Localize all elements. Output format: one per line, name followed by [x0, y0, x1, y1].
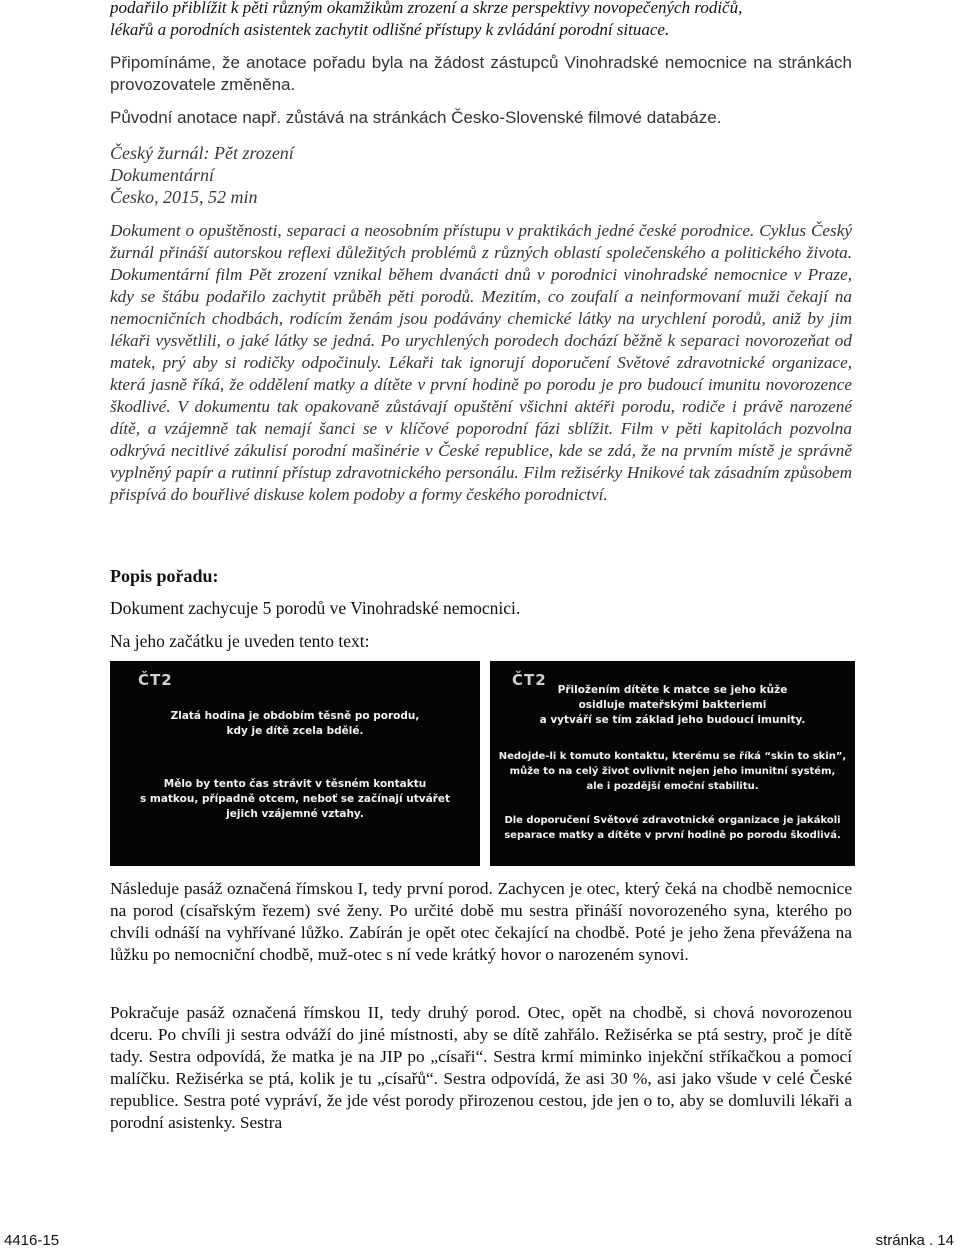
frame-right-text-1 — [490, 683, 855, 728]
popis-line-1: Dokument zachycuje 5 porodů ve Vinohradské nemocnici. — [110, 598, 521, 618]
film-title: Český žurnál: Pět zrození — [110, 143, 294, 163]
frame-right-text-2 — [490, 749, 855, 794]
footer-doc-number: 4416-15 — [4, 1232, 60, 1249]
original-annotation-note: Původní anotace např. zůstává na stránkách Česko-Slovenské filmové databáze. — [110, 108, 722, 127]
frame-right-text-2-line-1: Nedojde-li k tomuto kontaktu, kterému se říká “skin to skin”, — [498, 751, 847, 762]
frame-left-text-2-line-3: jejich vzájemné vztahy. — [226, 808, 364, 820]
frame-left-text-1-line-2: kdy je dítě zcela bdělé. — [226, 725, 364, 737]
video-frame-left — [110, 661, 480, 866]
passage-2: Pokračuje pasáž označená římskou II, tedy druhý porod. Otec, opět na chodbě, si chová novorozenou dceru. Po chvíli ji sestra odváží do jiné místnosti, aby se dítě zahřálo. Režisérka se ptá sestry, proč je dítě tady. Sestra odpovídá, že matka je na JIP po „císaři“. Sestra krmí miminko injekční stříkačkou a pomocí malíčku. Režisérka se ptá, kolik je tu „císařů“. Sestra odpovídá, že asi 30 %, asi jako všude v celé České republice. Sestra poté vypráví, že jde vést porody přirozenou cestou, jde jen o to, aby se domluvili lékaři a porodní asistenky. Sestra — [110, 1003, 852, 1132]
film-genre: Dokumentární — [110, 165, 214, 185]
video-frames — [110, 661, 855, 866]
ct2-logo: ČT2 — [138, 671, 173, 689]
frame-right-text-1-line-3: a vytváří se tím základ jeho budoucí imunity. — [539, 714, 806, 726]
popis-heading: Popis pořadu: — [110, 566, 219, 586]
frame-right-text-3-line-1: Dle doporučení Světové zdravotnické organizace je jakákoli — [504, 815, 841, 826]
frame-left-text-2 — [110, 777, 480, 822]
frame-right-text-2-line-3: ale i pozdější emoční stabilitu. — [586, 781, 759, 792]
frame-right-text-3 — [490, 813, 855, 843]
reminder-paragraph: Připomínáme, že anotace pořadu byla na žádost zástupců Vinohradské nemocnice na stránkách provozovatele změněna. — [110, 53, 852, 94]
frame-right-text-1-line-1: Přiložením dítěte k matce se jeho kůže — [557, 684, 788, 696]
frame-right-text-1-line-2: osidluje mateřskými bakteriemi — [578, 699, 767, 711]
passage-1: Následuje pasáž označená římskou I, tedy první porod. Zachycen je otec, který čeká na chodbě nemocnice na porod (císařským řezem) své ženy. Po určité době mu sestra přináší novorozeného syna, kterého po chvíli odnáší na vyhřívané lůžko. Zabírán je opět otec čekající na chodbě. Poté je jeho žena převážena na lůžku po nemocniční chodbě, muž-otec s ní vede krátký hovor o narozeném synovi. — [110, 879, 852, 964]
film-description: Dokument o opuštěnosti, separaci a neosobním přístupu v praktikách jedné české porodnice. Cyklus Český žurnál přináší autorskou reflexi důležitých problémů z různých oblastí společenského a politického života. Dokumentární film Pět zrození vznikal během dvanácti dnů v porodnici vinohradské nemocnice v Praze, kdy se štábu podařilo zachytit průběh pěti porodů. Mezitím, co zoufalí a neinformovaní muži čekají na nemocničních chodbách, rodícím ženám jsou podávány chemické látky na urychlení porodů, aniž by jim lékaři vysvětlili, o jaké látky se jedná. Po urychlených porodech dochází běžně k separaci novorozeňat od matek, prý aby si rodičky odpočinuly. Lékaři tak ignorují doporučení Světové zdravotnické organizace, která jasně říká, že oddělení matky a dítěte v první hodině po porodu je pro budoucí imunitu novorozence škodlivé. V dokumentu tak opakovaně zůstávají opuštění všichni aktéři porodu, rodiče i právě narozené dítě, a vzájemně tak nemají šanci se v klíčové poporodní fázi sblížit. Film v pěti kapitolách pozvolna odkrývá necitlivé zákulisí porodní mašinérie v České republice, kde se zdá, že na prvním místě je správně vyplněný papír a rutinní přístup zdravotnického personálu. Film režisérky Hnikové tak zásadním způsobem přispívá do bouřlivé diskuse kolem podoby a formy českého porodnictví. — [110, 221, 852, 504]
intro-line-1: podařilo přiblížit k pěti různým okamžikům zrození a skrze perspektivy novopečených rodičů, — [110, 0, 743, 17]
popis-line-2: Na jeho začátku je uveden tento text: — [110, 631, 370, 651]
film-country-year-length: Česko, 2015, 52 min — [110, 187, 258, 207]
footer-page-number: stránka . 14 — [875, 1232, 954, 1249]
frame-right-text-3-line-2: separace matky a dítěte v první hodině po porodu škodlivá. — [504, 830, 841, 841]
frame-left-text-2-line-1: Mělo by tento čas strávit v těsném kontaktu — [163, 778, 427, 790]
frame-left-text-2-line-2: s matkou, případně otcem, neboť se začínají utvářet — [139, 793, 451, 805]
intro-line-2: lékařů a porodních asistentek zachytit odlišné přístupy k zvládání porodní situace. — [110, 20, 670, 39]
frame-right-text-2-line-2: může to na celý život ovlivnit nejen jeho imunitní systém, — [509, 766, 836, 777]
frame-left-text-1 — [110, 709, 480, 739]
frame-left-text-1-line-1: Zlatá hodina je obdobím těsně po porodu, — [170, 710, 420, 722]
ct2-logo: ČT2 — [512, 671, 547, 689]
video-frame-right — [490, 661, 855, 866]
